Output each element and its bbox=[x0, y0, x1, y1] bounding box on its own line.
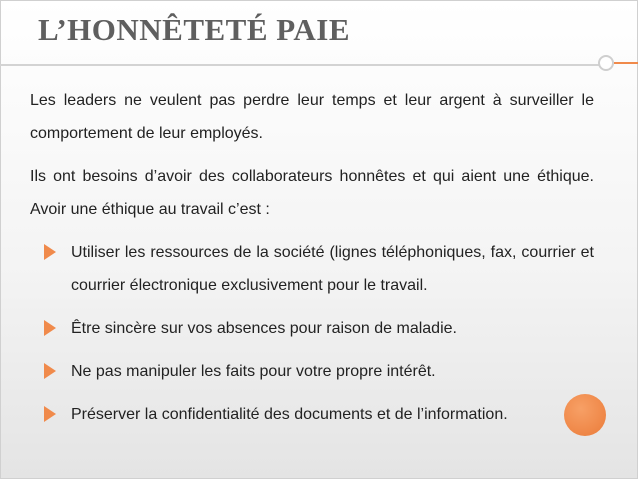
divider-circle-decoration bbox=[598, 55, 614, 71]
title-bar bbox=[0, 0, 638, 66]
bullet-item bbox=[30, 355, 594, 388]
slide-title: L’HONNÊTETÉ PAIE bbox=[38, 12, 351, 47]
slide-body bbox=[30, 84, 594, 441]
bullet-item bbox=[30, 236, 594, 302]
accent-divider bbox=[614, 62, 638, 64]
orange-circle-decoration bbox=[564, 394, 606, 436]
bullet-text: Préserver la confidentialité des documents et de l’information. bbox=[71, 406, 508, 423]
title-divider bbox=[0, 64, 608, 66]
paragraph: Les leaders ne veulent pas perdre leur temps et leur argent à surveiller le comportement de leur employés. bbox=[30, 92, 594, 142]
bullet-item bbox=[30, 312, 594, 345]
paragraph: Ils ont besoins d’avoir des collaborateurs honnêtes et qui aient une éthique. Avoir une éthique au travail c’est : bbox=[30, 168, 594, 218]
triangle-bullet-icon bbox=[44, 244, 56, 260]
bullet-text: Ne pas manipuler les faits pour votre propre intérêt. bbox=[71, 363, 436, 380]
bullet-item bbox=[30, 398, 594, 431]
triangle-bullet-icon bbox=[44, 320, 56, 336]
triangle-bullet-icon bbox=[44, 406, 56, 422]
bullet-text: Être sincère sur vos absences pour raison de maladie. bbox=[71, 320, 457, 337]
bullet-text: Utiliser les ressources de la société (lignes téléphoniques, fax, courrier et courrier électronique exclusivement pour le travail. bbox=[71, 244, 594, 294]
triangle-bullet-icon bbox=[44, 363, 56, 379]
bullet-list bbox=[30, 236, 594, 431]
